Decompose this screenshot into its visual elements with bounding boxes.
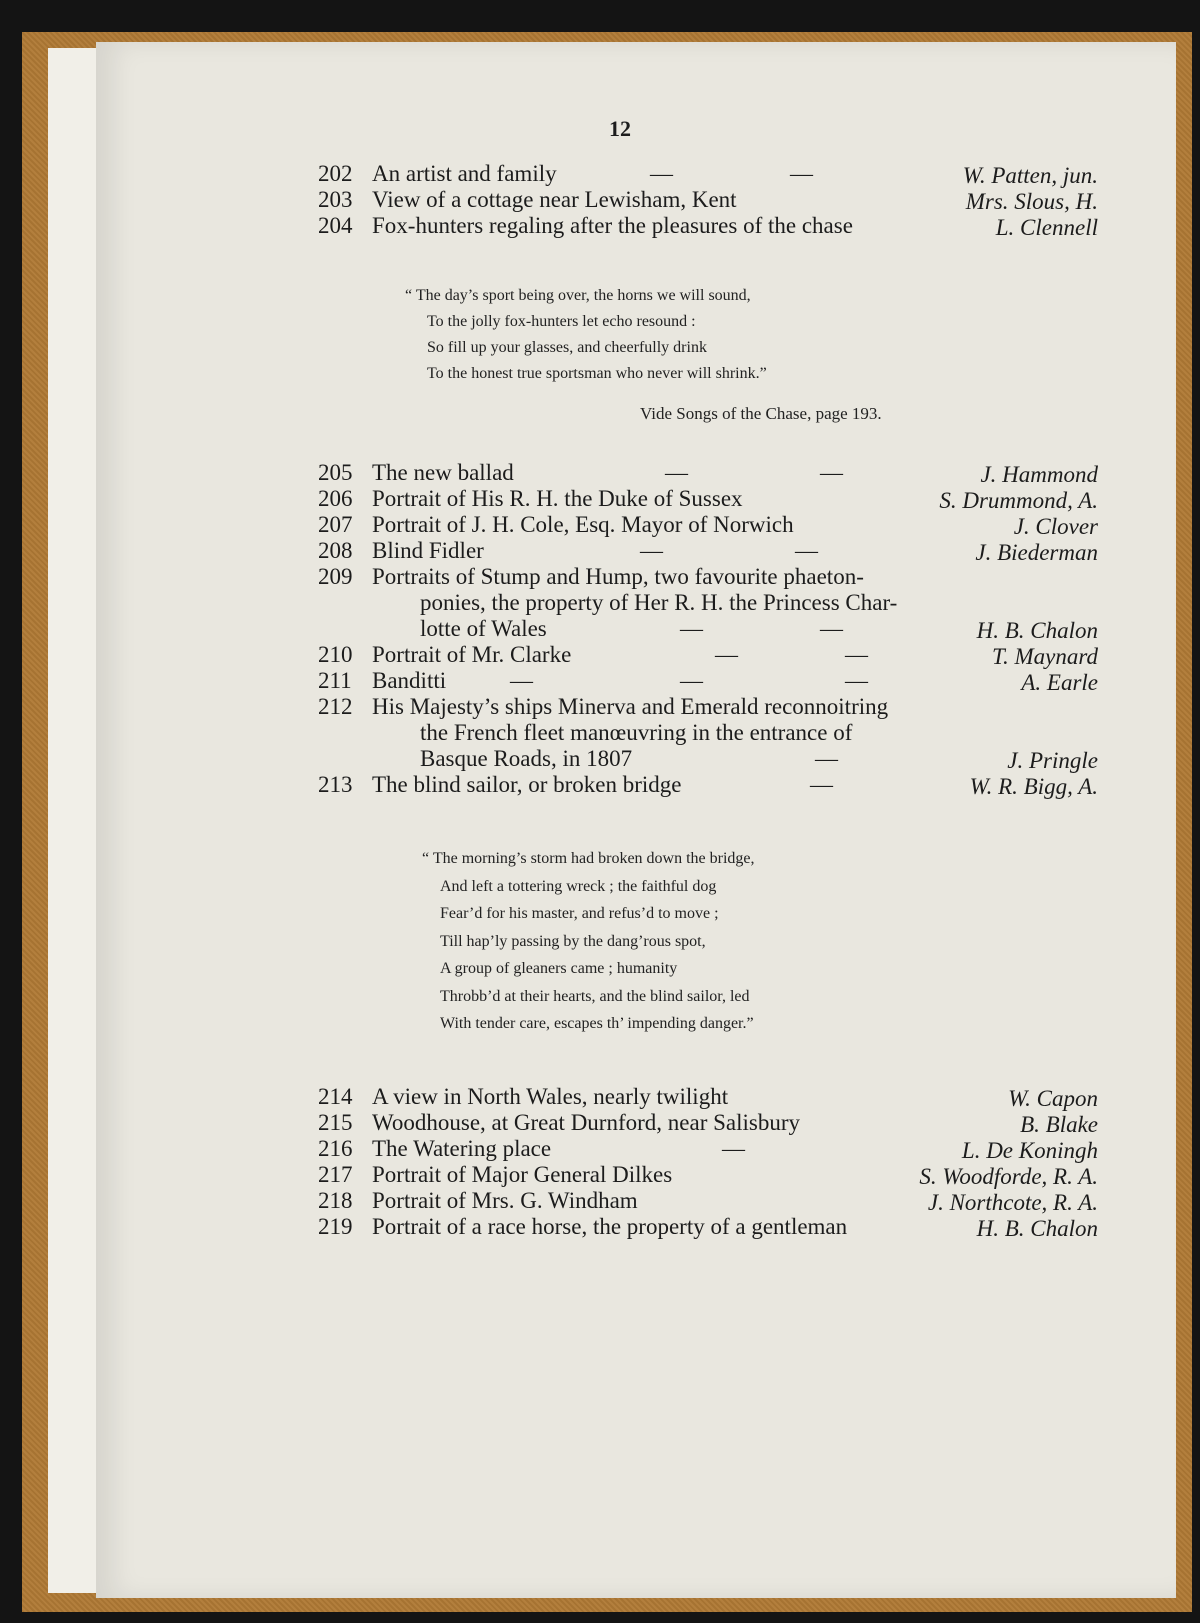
catalogue-entry	[318, 186, 1098, 213]
verse-line: With tender care, escapes th’ impending danger.”	[440, 1015, 754, 1032]
quoted-verse	[405, 283, 767, 387]
entry-title: The Watering place	[372, 1136, 552, 1161]
entry-title: Portrait of Major General Dilkes	[372, 1162, 673, 1187]
catalogue-entry-last-line	[318, 615, 1098, 642]
entry-title: Portrait of Mrs. G. Windham	[372, 1188, 638, 1213]
quoted-verse	[422, 845, 755, 1038]
entry-artist: S. Woodforde, R. A.	[919, 1164, 1098, 1189]
dash-leader: —	[845, 642, 868, 667]
entry-title: The new ballad	[372, 460, 514, 485]
entry-title: Portrait of His R. H. the Duke of Sussex	[372, 486, 743, 511]
dash-leader: —	[790, 161, 813, 186]
entry-artist: L. Clennell	[995, 215, 1098, 240]
entry-number: 205	[318, 460, 353, 485]
flyleaf	[48, 48, 100, 1593]
catalogue-entry	[318, 160, 1098, 187]
entry-title-continued: lotte of Wales	[420, 616, 547, 641]
entry-number: 212	[318, 694, 353, 719]
catalogue-entry	[318, 563, 1098, 590]
entry-number: 207	[318, 512, 353, 537]
entry-number: 217	[318, 1162, 353, 1187]
entry-title: Blind Fidler	[372, 538, 484, 563]
entry-number: 206	[318, 486, 353, 511]
verse-line: To the jolly fox-hunters let echo resound :	[427, 313, 696, 330]
catalogue-entry	[318, 641, 1098, 668]
entry-number: 203	[318, 187, 353, 212]
catalogue-entry	[318, 459, 1098, 486]
entry-artist: H. B. Chalon	[976, 1216, 1098, 1241]
entry-artist: W. R. Bigg, A.	[969, 774, 1098, 799]
dash-leader: —	[820, 616, 843, 641]
entry-title: Portrait of Mr. Clarke	[372, 642, 572, 667]
dash-leader: —	[665, 460, 688, 485]
catalogue-entry	[318, 1083, 1098, 1110]
entry-artist: B. Blake	[1020, 1112, 1098, 1137]
dash-leader: —	[510, 668, 533, 693]
entry-number: 213	[318, 772, 353, 797]
entry-title-continued: ponies, the property of Her R. H. the Princess Char-	[420, 590, 898, 615]
entry-number: 202	[318, 161, 353, 186]
verse-line: “ The morning’s storm had broken down the bridge,	[422, 850, 755, 867]
verse-line: To the honest true sportsman who never will shrink.”	[427, 365, 767, 382]
catalogue-entry-last-line	[318, 745, 1098, 772]
entry-artist: J. Northcote, R. A.	[927, 1190, 1098, 1215]
catalogue-entry	[318, 212, 1098, 239]
entry-number: 208	[318, 538, 353, 563]
entry-title: View of a cottage near Lewisham, Kent	[372, 187, 737, 212]
dash-leader: —	[680, 616, 703, 641]
catalogue-page	[96, 42, 1176, 1598]
entry-number: 204	[318, 213, 353, 238]
verse-line: Throbb’d at their hearts, and the blind sailor, led	[440, 987, 750, 1005]
entry-artist: A. Earle	[1021, 670, 1098, 695]
entry-artist: S. Drummond, A.	[939, 488, 1098, 513]
catalogue-entry	[318, 771, 1098, 798]
entry-artist: J. Biederman	[975, 540, 1098, 565]
catalogue-entry	[318, 1213, 1098, 1240]
entry-number: 216	[318, 1136, 353, 1161]
entry-title: His Majesty’s ships Minerva and Emerald reconnoitring	[372, 694, 889, 719]
dash-leader: —	[795, 538, 818, 563]
entry-number: 214	[318, 1084, 353, 1109]
catalogue-entry	[318, 511, 1098, 538]
entry-title: Portrait of J. H. Cole, Esq. Mayor of Norwich	[372, 512, 794, 537]
entry-number: 218	[318, 1188, 353, 1213]
verse-line: “ The day’s sport being over, the horns we will sound,	[405, 287, 751, 304]
catalogue-entry	[318, 1187, 1098, 1214]
entry-title: An artist and family	[372, 161, 557, 186]
verse-line: And left a tottering wreck ; the faithful dog	[440, 877, 717, 895]
dash-leader: —	[722, 1136, 745, 1161]
entry-artist: T. Maynard	[991, 644, 1098, 669]
entry-artist: H. B. Chalon	[976, 618, 1098, 643]
catalogue-entry	[318, 1135, 1098, 1162]
catalogue-entry	[318, 1161, 1098, 1188]
page-number: 12	[609, 116, 631, 141]
entry-title: Banditti	[372, 668, 447, 693]
verse-line: So fill up your glasses, and cheerfully drink	[427, 339, 707, 356]
dash-leader: —	[820, 460, 843, 485]
verse-line: Till hap’ly passing by the dang’rous spot,	[440, 932, 706, 950]
entry-artist: Mrs. Slous, H.	[965, 189, 1098, 214]
entry-artist: J. Clover	[1013, 514, 1098, 539]
entry-artist: W. Patten, jun.	[962, 163, 1098, 188]
entry-number: 210	[318, 642, 353, 667]
entry-title: Woodhouse, at Great Durnford, near Salisbury	[372, 1110, 801, 1135]
entry-artist: W. Capon	[1008, 1086, 1098, 1111]
dash-leader: —	[640, 538, 663, 563]
entry-title-continued: Basque Roads, in 1807	[420, 746, 633, 771]
entry-number: 215	[318, 1110, 353, 1135]
catalogue-entry	[318, 667, 1098, 694]
catalogue-entry	[318, 1109, 1098, 1136]
verse-citation: Vide Songs of the Chase, page 193.	[640, 404, 882, 423]
entry-title: Fox-hunters regaling after the pleasures of the chase	[372, 213, 853, 238]
dash-leader: —	[815, 746, 838, 771]
dash-leader: —	[845, 668, 868, 693]
entry-number: 211	[318, 668, 352, 693]
entry-number: 219	[318, 1214, 353, 1239]
catalogue-entry	[318, 537, 1098, 564]
verse-line: A group of gleaners came ; humanity	[440, 960, 678, 977]
dash-leader: —	[650, 161, 673, 186]
entry-number: 209	[318, 564, 353, 589]
entry-title: The blind sailor, or broken bridge	[372, 772, 682, 797]
entry-artist: J. Hammond	[980, 462, 1098, 487]
catalogue-entry	[318, 693, 1098, 720]
entry-title-continued: the French fleet manœuvring in the entrance of	[420, 720, 853, 745]
entry-artist: L. De Koningh	[961, 1138, 1098, 1163]
entry-title: Portraits of Stump and Hump, two favourite phaeton-	[372, 564, 864, 589]
entry-artist: J. Pringle	[1007, 748, 1098, 773]
catalogue-entry	[318, 485, 1098, 512]
verse-line: Fear’d for his master, and refus’d to move ;	[440, 905, 719, 922]
entry-title: Portrait of a race horse, the property of a gentleman	[372, 1214, 848, 1239]
dash-leader: —	[715, 642, 738, 667]
dash-leader: —	[680, 668, 703, 693]
entry-title: A view in North Wales, nearly twilight	[372, 1084, 729, 1109]
dash-leader: —	[810, 772, 833, 797]
